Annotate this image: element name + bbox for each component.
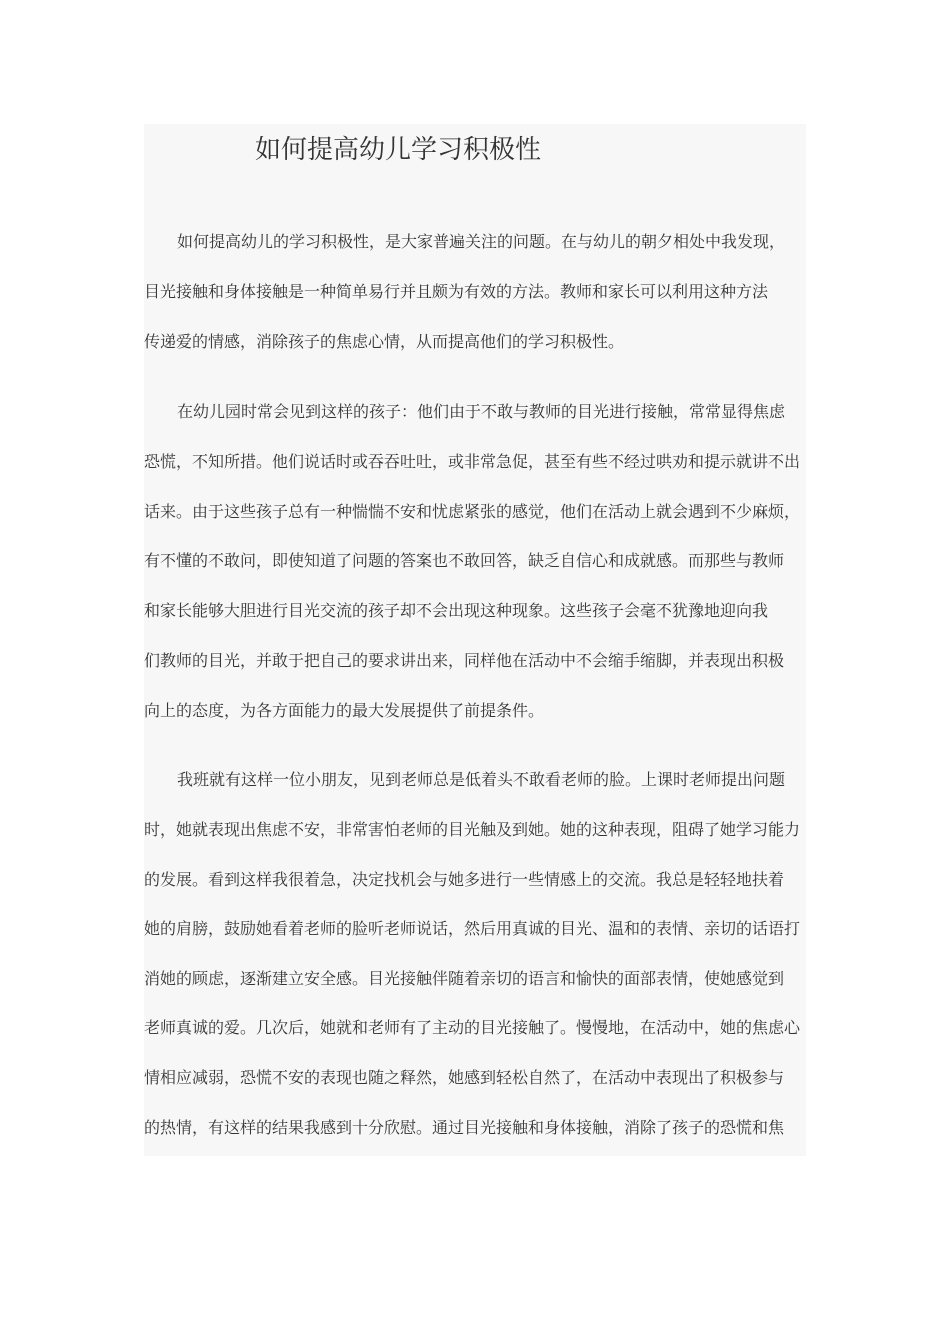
paragraph-3-line-6: 老师真诚的爱。几次后，她就和老师有了主动的目光接触了。慢慢地，在活动中，她的焦虑心 — [144, 1018, 801, 1037]
paragraph-3-line-5: 消她的顾虑，逐渐建立安全感。目光接触伴随着亲切的语言和愉快的面部表情，使她感觉到 — [144, 969, 785, 988]
paragraph-2-line-6: 们教师的目光，并敢于把自己的要求讲出来，同样他在活动中不会缩手缩脚，并表现出积极 — [144, 651, 785, 670]
paragraph-2-line-3: 话来。由于这些孩子总有一种惴惴不安和忧虑紧张的感觉，他们在活动上就会遇到不少麻烦， — [144, 502, 801, 521]
paragraph-2-line-2: 恐慌，不知所措。他们说话时或吞吞吐吐，或非常急促，甚至有些不经过哄劝和提示就讲不出 — [144, 452, 801, 471]
paragraph-2-line-4: 有不懂的不敢问，即使知道了问题的答案也不敢回答，缺乏自信心和成就感。而那些与教师 — [144, 551, 785, 570]
paragraph-1-line-3: 传递爱的情感，消除孩子的焦虑心情，从而提高他们的学习积极性。 — [144, 332, 625, 351]
paragraph-3-line-8: 的热情，有这样的结果我感到十分欣慰。通过目光接触和身体接触，消除了孩子的恐慌和焦 — [144, 1118, 785, 1137]
paragraph-3-line-1: 我班就有这样一位小朋友，见到老师总是低着头不敢看老师的脸。上课时老师提出问题 — [177, 770, 786, 789]
paragraph-2-line-5: 和家长能够大胆进行目光交流的孩子却不会出现这种现象。这些孩子会毫不犹豫地迎向我 — [144, 601, 769, 620]
paragraph-3-line-7: 情相应减弱，恐慌不安的表现也随之释然，她感到轻松自然了，在活动中表现出了积极参与 — [144, 1068, 785, 1087]
document-title: 如何提高幼儿学习积极性 — [255, 135, 542, 165]
paragraph-2-line-7: 向上的态度，为各方面能力的最大发展提供了前提条件。 — [144, 701, 545, 720]
paragraph-1-line-1: 如何提高幼儿的学习积极性，是大家普遍关注的问题。在与幼儿的朝夕相处中我发现， — [177, 232, 786, 251]
paragraph-1-line-2: 目光接触和身体接触是一种简单易行并且颇为有效的方法。教师和家长可以利用这种方法 — [144, 282, 769, 301]
document-content — [144, 124, 806, 1156]
paragraph-2-line-1: 在幼儿园时常会见到这样的孩子：他们由于不敢与教师的目光进行接触，常常显得焦虑 — [177, 402, 786, 421]
paragraph-3-line-2: 时，她就表现出焦虑不安，非常害怕老师的目光触及到她。她的这种表现，阻碍了她学习能力 — [144, 820, 801, 839]
paragraph-3-line-4: 她的肩膀，鼓励她看着老师的脸听老师说话，然后用真诚的目光、温和的表情、亲切的话语打 — [144, 919, 801, 938]
paragraph-3-line-3: 的发展。看到这样我很着急，决定找机会与她多进行一些情感上的交流。我总是轻轻地扶着 — [144, 870, 785, 889]
